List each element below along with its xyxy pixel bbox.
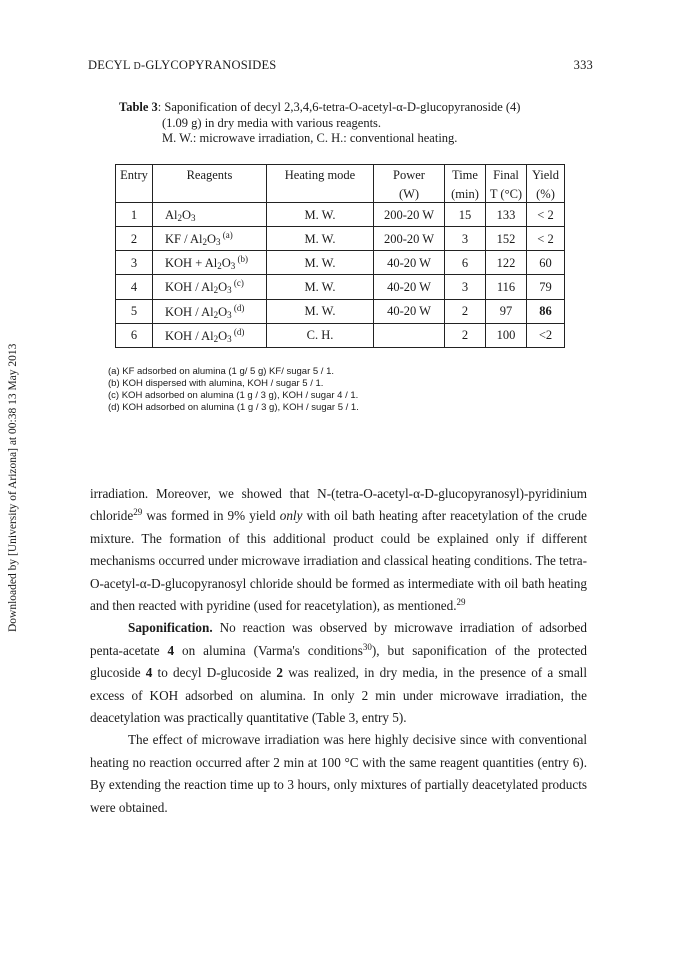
cell-yield: < 2 xyxy=(527,227,565,251)
header-power: Power xyxy=(374,165,445,186)
table-header-row-1 xyxy=(116,165,565,186)
cell-entry: 6 xyxy=(116,323,153,347)
reagent-reagent-sub: 2 xyxy=(213,285,219,296)
table-header-row-2 xyxy=(116,185,565,203)
cell-final-temp: 122 xyxy=(486,251,527,275)
cell-heating-mode: M. W. xyxy=(267,251,374,275)
header-yield: Yield xyxy=(527,165,565,186)
section-heading: Saponification. xyxy=(128,620,213,636)
running-title xyxy=(88,58,276,73)
reagent-reagent-sub: 2 xyxy=(177,213,182,224)
cell-time: 6 xyxy=(445,251,486,275)
compound-2: 2 xyxy=(276,665,284,681)
cell-time: 2 xyxy=(445,323,486,347)
p2-text-c: ), but saponification of the protected glucoside xyxy=(90,642,588,681)
cell-time: 3 xyxy=(445,227,486,251)
cell-entry: 3 xyxy=(116,251,153,275)
cell-time: 2 xyxy=(445,299,486,323)
table-caption xyxy=(119,100,589,147)
reagent-reagent-mid: O xyxy=(218,280,228,295)
header-power-unit: (W) xyxy=(374,185,445,203)
reagent-reagent-note: (d) xyxy=(231,302,245,313)
reagent-reagent-note: (a) xyxy=(220,230,233,241)
cell-heating-mode: M. W. xyxy=(267,203,374,227)
cell-power: 40-20 W xyxy=(374,299,445,323)
reagent-reagent-sub2: 3 xyxy=(227,285,232,296)
paragraph-3: The effect of microwave irradiation was here highly decisive since with conventional heating no reaction occurred after 2 min at 100 °C with the same reagent quantities (entry 6). By extending the reaction time up to 3 hours, only mixtures of partially deacetylated products were obtained. xyxy=(90,732,587,815)
cell-reagents xyxy=(153,299,267,323)
reagent-reagent-mid: O xyxy=(218,328,228,343)
reagent-reagent-sub: 2 xyxy=(217,261,222,272)
cell-reagents xyxy=(153,227,267,251)
cell-yield: 79 xyxy=(527,275,565,299)
table-row xyxy=(116,203,565,227)
reagent-reagent-note: (c) xyxy=(231,278,244,289)
table-row xyxy=(116,299,565,323)
cell-yield: < 2 xyxy=(527,203,565,227)
cell-reagents xyxy=(153,323,267,347)
header-reagents-sub xyxy=(153,185,267,203)
caption-label: Table 3 xyxy=(119,100,158,114)
p1-emphasis: only xyxy=(279,508,303,524)
reagent-reagent-main: KOH + Al xyxy=(165,256,218,271)
reagent-reagent-sub2: 3 xyxy=(227,333,232,344)
cell-reagents xyxy=(153,275,267,299)
running-head xyxy=(88,58,593,74)
p2-text-e: was realized, in dry media, in the presence of a small excess of KOH adsorbed on alumina. In only 2 min under microwave irradiation, the deacetylation was practically quantitative (Table 3, entry 5). xyxy=(90,665,587,726)
cell-entry: 2 xyxy=(116,227,153,251)
cell-final-temp: 97 xyxy=(486,299,527,323)
reagent-reagent-sub2: 3 xyxy=(216,237,221,248)
reagent-reagent-sub2: 3 xyxy=(191,213,196,224)
paragraph-1 xyxy=(90,483,587,617)
cell-entry: 4 xyxy=(116,275,153,299)
paragraph-2 xyxy=(90,617,587,729)
cell-time: 15 xyxy=(445,203,486,227)
cell-final-temp: 100 xyxy=(486,323,527,347)
reagent-reagent-main: Al xyxy=(165,208,178,223)
reagent-reagent-note: (d) xyxy=(231,326,245,337)
body-text xyxy=(90,483,587,819)
download-watermark: Downloaded by [University of Arizona] at 00:38 13 May 2013 xyxy=(7,343,19,632)
caption-line-1 xyxy=(119,100,589,116)
cell-final-temp: 116 xyxy=(486,275,527,299)
p2-text-d: to decyl D-glucoside xyxy=(152,665,277,681)
caption-line-3: M. W.: microwave irradiation, C. H.: conventional heating. xyxy=(162,131,458,145)
cell-entry: 1 xyxy=(116,203,153,227)
footnote-a: (a) KF adsorbed on alumina (1 g/ 5 g) KF/ sugar 5 / 1. xyxy=(108,366,335,377)
p1-text-b: was formed in 9% yield xyxy=(142,508,280,524)
compound-4b: 4 xyxy=(145,665,153,681)
cell-power: 40-20 W xyxy=(374,275,445,299)
running-title-d: D xyxy=(133,61,141,72)
cell-heating-mode: M. W. xyxy=(267,227,374,251)
cell-heating-mode: M. W. xyxy=(267,275,374,299)
cell-final-temp: 133 xyxy=(486,203,527,227)
p2-text-a: No reaction was observed by microwave irradiation of adsorbed penta-acetate xyxy=(90,620,587,658)
footnote-d: (d) KOH adsorbed on alumina (1 g / 3 g), KOH / sugar 5 / 1. xyxy=(108,402,359,413)
cell-final-temp: 152 xyxy=(486,227,527,251)
reagent-reagent-mid: O xyxy=(182,208,192,223)
running-title-prefix: DECYL xyxy=(88,58,134,72)
reagent-reagent-sub: 2 xyxy=(213,333,219,344)
caption-text-1: : Saponification of decyl 2,3,4,6-tetra-O-acetyl-α-D-glucopyranoside (4) xyxy=(157,100,521,114)
table-footnotes xyxy=(108,366,508,414)
cell-yield: <2 xyxy=(527,323,565,347)
footnote-b: (b) KOH dispersed with alumina, KOH / sugar 5 / 1. xyxy=(108,378,324,389)
cell-power: 40-20 W xyxy=(374,251,445,275)
running-title-suffix: -GLYCOPYRANOSIDES xyxy=(140,58,277,72)
table-row xyxy=(116,251,565,275)
reagent-reagent-mid: O xyxy=(207,232,217,247)
cell-power xyxy=(374,323,445,347)
header-heating-mode-sub xyxy=(267,185,374,203)
reagent-reagent-main: KOH / Al xyxy=(165,328,214,343)
footnote-c: (c) KOH adsorbed on alumina (1 g / 3 g), KOH / sugar 4 / 1. xyxy=(108,390,359,401)
reagent-reagent-sub: 2 xyxy=(202,237,208,248)
table-row xyxy=(116,275,565,299)
table-row xyxy=(116,323,565,347)
reference-29: 29 xyxy=(133,507,143,518)
table-row xyxy=(116,227,565,251)
p1-text-a: irradiation. Moreover, we showed that N-(tetra-O-acetyl-α-D-glucopyranosyl)-pyridinium chloride xyxy=(90,486,587,524)
header-time: Time xyxy=(445,165,486,186)
results-table xyxy=(115,164,565,348)
header-heating-mode: Heating mode xyxy=(267,165,374,186)
reagent-reagent-sub: 2 xyxy=(213,309,219,320)
reagent-reagent-sub2: 3 xyxy=(230,261,236,272)
cell-reagents xyxy=(153,203,267,227)
reagent-reagent-main: KOH / Al xyxy=(165,280,214,295)
cell-power: 200-20 W xyxy=(374,203,445,227)
header-yield-unit: (%) xyxy=(527,185,565,203)
cell-heating-mode: C. H. xyxy=(267,323,374,347)
reference-29b: 29 xyxy=(456,597,466,608)
header-entry: Entry xyxy=(116,165,153,186)
header-entry-sub xyxy=(116,185,153,203)
cell-time: 3 xyxy=(445,275,486,299)
cell-power: 200-20 W xyxy=(374,227,445,251)
reagent-reagent-main: KF / Al xyxy=(165,232,203,247)
caption-line-2: (1.09 g) in dry media with various reagents. xyxy=(162,115,382,130)
reference-30: 30 xyxy=(362,641,372,652)
header-reagents: Reagents xyxy=(153,165,267,186)
header-temp-unit: T (°C) xyxy=(486,185,527,203)
reagent-reagent-sub2: 3 xyxy=(227,309,232,320)
header-final: Final xyxy=(486,165,527,186)
compound-4: 4 xyxy=(167,642,175,658)
p1-text-c: with oil bath heating after reacetylation of the crude mixture. The formation of this additional product could be explained only if different mechanisms occurred under microwave irradiation and classical heating conditions. The tetra-O-acetyl-α-D-glucopyranosyl chloride should be formed as intermediate with oil bath heating and then reacted with pyridine (used for reacetylation), as mentioned. xyxy=(90,508,587,614)
cell-reagents xyxy=(153,251,267,275)
cell-entry: 5 xyxy=(116,299,153,323)
cell-yield: 60 xyxy=(527,251,565,275)
page-number: 333 xyxy=(573,58,593,72)
reagent-reagent-mid: O xyxy=(218,304,228,319)
cell-heating-mode: M. W. xyxy=(267,299,374,323)
reagent-reagent-note: (b) xyxy=(235,254,248,265)
header-time-unit: (min) xyxy=(445,185,486,203)
p2-text-b: on alumina (Varma's conditions xyxy=(174,642,363,658)
reagent-reagent-main: KOH / Al xyxy=(165,304,214,319)
cell-yield: 86 xyxy=(527,299,565,323)
reagent-reagent-mid: O xyxy=(221,256,231,271)
